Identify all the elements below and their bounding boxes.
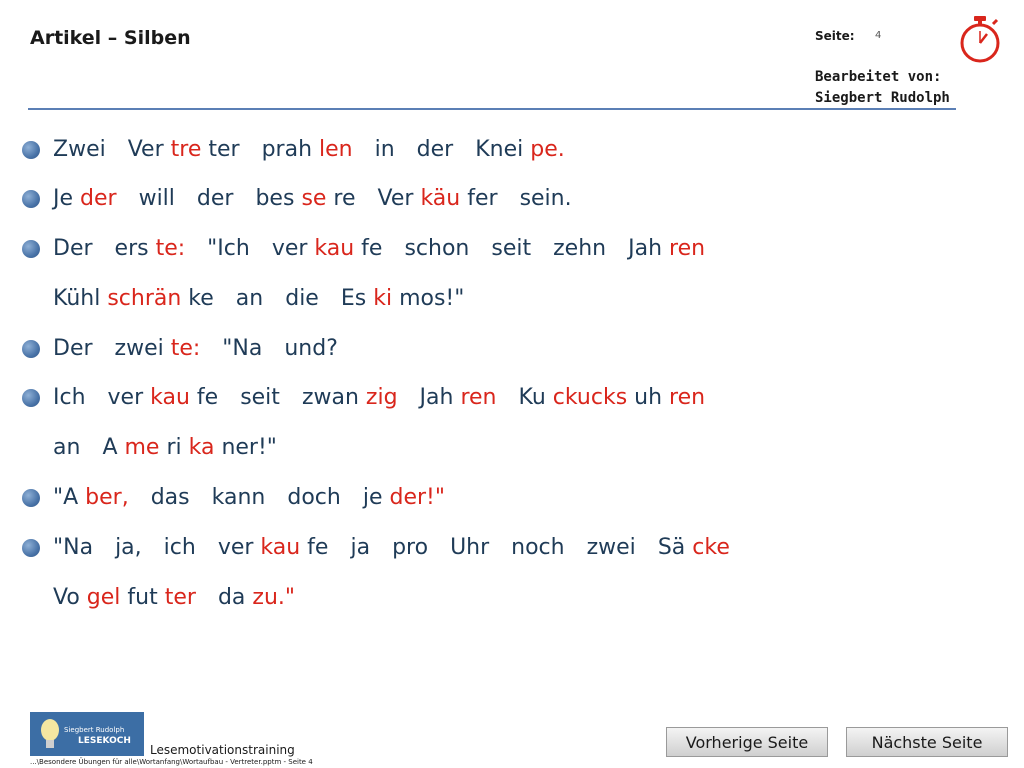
text-line — [53, 334, 360, 364]
word[interactable] — [378, 186, 498, 211]
syllable: Je — [53, 186, 81, 211]
word[interactable] — [207, 236, 250, 261]
word[interactable] — [108, 385, 219, 410]
syllable: Jah — [628, 236, 670, 261]
syllable: Zwei — [53, 137, 106, 162]
syllable: zehn — [553, 236, 607, 261]
bullet-icon — [22, 539, 40, 557]
syllable-highlighted: se — [301, 186, 327, 211]
stopwatch-icon[interactable] — [956, 14, 1004, 64]
syllable: Es — [340, 286, 374, 311]
word[interactable] — [392, 535, 428, 560]
syllable: Der — [53, 236, 93, 261]
syllable-highlighted: zu." — [252, 585, 296, 610]
syllable: seit — [240, 385, 280, 410]
word[interactable] — [518, 385, 705, 410]
syllable: der — [196, 186, 234, 211]
word[interactable] — [222, 336, 262, 361]
word[interactable] — [255, 186, 355, 211]
syllable: Knei — [475, 137, 531, 162]
bullet-icon — [22, 389, 40, 407]
text-line — [53, 483, 467, 513]
word[interactable] — [363, 485, 445, 510]
syllable: ke — [181, 286, 214, 311]
syllable: mos!" — [392, 286, 465, 311]
syllable: ja, — [115, 535, 142, 560]
syllable-highlighted: zig — [365, 385, 398, 410]
syllable-highlighted: schrän — [107, 286, 182, 311]
syllable: zwei — [586, 535, 636, 560]
word[interactable] — [417, 137, 454, 162]
word[interactable] — [272, 236, 383, 261]
bullet-icon — [22, 190, 40, 208]
word[interactable] — [511, 535, 564, 560]
word[interactable] — [262, 137, 353, 162]
syllable: pro — [392, 535, 429, 560]
syllable-highlighted: te: — [170, 336, 201, 361]
logo-lettering-brand: LESEKOCH — [78, 736, 131, 746]
syllable-highlighted: me — [124, 435, 160, 460]
syllable: prah — [261, 137, 320, 162]
word[interactable] — [53, 485, 129, 510]
word[interactable] — [115, 236, 186, 261]
word[interactable] — [658, 535, 730, 560]
syllable-highlighted: pe. — [530, 137, 565, 162]
syllable-highlighted: ki — [373, 286, 393, 311]
syllable: fe — [189, 385, 219, 410]
word[interactable] — [53, 585, 196, 610]
text-line — [53, 234, 727, 264]
syllable: will — [138, 186, 175, 211]
word[interactable] — [285, 286, 319, 311]
word[interactable] — [53, 286, 214, 311]
syllable: zwei — [114, 336, 171, 361]
word[interactable] — [375, 137, 395, 162]
syllable-highlighted: kau — [260, 535, 301, 560]
syllable: A — [102, 435, 125, 460]
syllable: Ver — [377, 186, 421, 211]
syllable: Ich — [53, 385, 86, 410]
footer-logo-label: Lesemotivationstraining — [150, 743, 295, 757]
word[interactable] — [341, 286, 465, 311]
lesekoch-logo — [30, 712, 144, 756]
author-name: Siegbert Rudolph — [815, 90, 950, 106]
syllable: Ku — [518, 385, 553, 410]
bullet-icon — [22, 489, 40, 507]
syllable: sein. — [519, 186, 572, 211]
syllable: ri — [159, 435, 189, 460]
word[interactable] — [404, 236, 469, 261]
text-line — [53, 135, 587, 165]
syllable-highlighted: ber, — [85, 485, 129, 510]
syllable-highlighted: cke — [692, 535, 730, 560]
word[interactable] — [197, 186, 234, 211]
syllable: ich — [163, 535, 196, 560]
word[interactable] — [53, 186, 117, 211]
word[interactable] — [53, 336, 93, 361]
word[interactable] — [284, 336, 338, 361]
text-line — [53, 583, 317, 613]
page-label: Seite: — [815, 29, 855, 43]
word[interactable] — [53, 385, 86, 410]
syllable: kann — [211, 485, 266, 510]
word[interactable] — [53, 535, 93, 560]
word[interactable] — [218, 535, 329, 560]
syllable: je — [362, 485, 390, 510]
word[interactable] — [139, 186, 175, 211]
word[interactable] — [450, 535, 489, 560]
word[interactable] — [491, 236, 531, 261]
next-page-button[interactable]: Nächste Seite — [846, 727, 1008, 757]
syllable: Der — [53, 336, 93, 361]
syllable-highlighted: len — [319, 137, 353, 162]
syllable-highlighted: ter — [164, 585, 196, 610]
syllable: Kühl — [53, 286, 108, 311]
bullet-icon — [22, 141, 40, 159]
syllable-highlighted: käu — [420, 186, 461, 211]
text-line — [53, 383, 727, 413]
page-number: 4 — [875, 30, 882, 41]
syllable: Jah — [419, 385, 461, 410]
syllable: ver — [271, 236, 315, 261]
text-line — [53, 433, 299, 463]
syllable-highlighted: ren — [460, 385, 497, 410]
syllable-highlighted: ren — [669, 236, 706, 261]
syllable: bes — [255, 186, 302, 211]
bullet-icon — [22, 340, 40, 358]
syllable: ver — [107, 385, 151, 410]
logo-lettering-name: Siegbert Rudolph — [64, 726, 125, 734]
word[interactable] — [240, 385, 280, 410]
syllable: ner!" — [214, 435, 277, 460]
syllable: seit — [491, 236, 532, 261]
syllable-highlighted: kau — [150, 385, 190, 410]
syllable: das — [150, 485, 190, 510]
author-block — [815, 67, 950, 109]
syllable: re — [326, 186, 356, 211]
word[interactable] — [115, 535, 142, 560]
word[interactable] — [236, 286, 263, 311]
page-title: Artikel – Silben — [30, 27, 191, 49]
syllable: "Na — [222, 336, 263, 361]
syllable-highlighted: ckucks — [552, 385, 628, 410]
word[interactable] — [151, 485, 190, 510]
word[interactable] — [53, 137, 106, 162]
syllable-highlighted: te: — [155, 236, 186, 261]
word[interactable] — [420, 385, 497, 410]
word[interactable] — [212, 485, 266, 510]
syllable: Uhr — [450, 535, 490, 560]
syllable: in — [374, 137, 395, 162]
syllable: ter — [201, 137, 240, 162]
word[interactable] — [553, 236, 606, 261]
syllable: Vo — [53, 585, 87, 610]
file-path: ...\Besondere Übungen für alle\Wortanfang\Wortaufbau - Vertreter.pptm - Seite 4 — [30, 758, 313, 766]
word[interactable] — [53, 236, 93, 261]
syllable-highlighted: der — [80, 186, 117, 211]
syllable: fer — [460, 186, 498, 211]
syllable: uh — [627, 385, 670, 410]
syllable: noch — [511, 535, 565, 560]
word[interactable] — [302, 385, 398, 410]
word[interactable] — [53, 435, 80, 460]
text-line — [53, 284, 486, 314]
syllable: "Ich — [207, 236, 250, 261]
word[interactable] — [164, 535, 196, 560]
syllable: Sä — [657, 535, 693, 560]
syllable: schon — [404, 236, 470, 261]
word[interactable] — [218, 585, 295, 610]
syllable: an — [53, 435, 81, 460]
syllable: ers — [114, 236, 156, 261]
syllable: Ver — [127, 137, 171, 162]
word[interactable] — [520, 186, 572, 211]
syllable: der — [416, 137, 454, 162]
word[interactable] — [350, 535, 370, 560]
syllable: "A — [53, 485, 86, 510]
syllable-highlighted: tre — [170, 137, 202, 162]
author-label: Bearbeitet von: — [815, 69, 942, 85]
syllable: fut — [120, 585, 165, 610]
syllable: zwan — [301, 385, 366, 410]
word[interactable] — [128, 137, 240, 162]
syllable-highlighted: ren — [669, 385, 706, 410]
text-line — [53, 533, 752, 563]
syllable-highlighted: gel — [86, 585, 121, 610]
text-line — [53, 184, 594, 214]
syllable: fe — [300, 535, 329, 560]
syllable: und? — [284, 336, 338, 361]
header-divider — [28, 108, 956, 110]
syllable: da — [217, 585, 253, 610]
syllable: fe — [354, 236, 383, 261]
syllable-highlighted: kau — [314, 236, 355, 261]
syllable: die — [285, 286, 319, 311]
syllable: an — [235, 286, 264, 311]
syllable-highlighted: der!" — [389, 485, 445, 510]
previous-page-button[interactable]: Vorherige Seite — [666, 727, 828, 757]
word[interactable] — [287, 485, 340, 510]
word[interactable] — [628, 236, 705, 261]
syllable: ja — [350, 535, 371, 560]
syllable: doch — [287, 485, 341, 510]
syllable-highlighted: ka — [188, 435, 215, 460]
word[interactable] — [587, 535, 636, 560]
word[interactable] — [475, 137, 565, 162]
syllable: ver — [217, 535, 261, 560]
syllable: "Na — [53, 535, 94, 560]
word[interactable] — [102, 435, 276, 460]
bullet-icon — [22, 240, 40, 258]
word[interactable] — [115, 336, 201, 361]
